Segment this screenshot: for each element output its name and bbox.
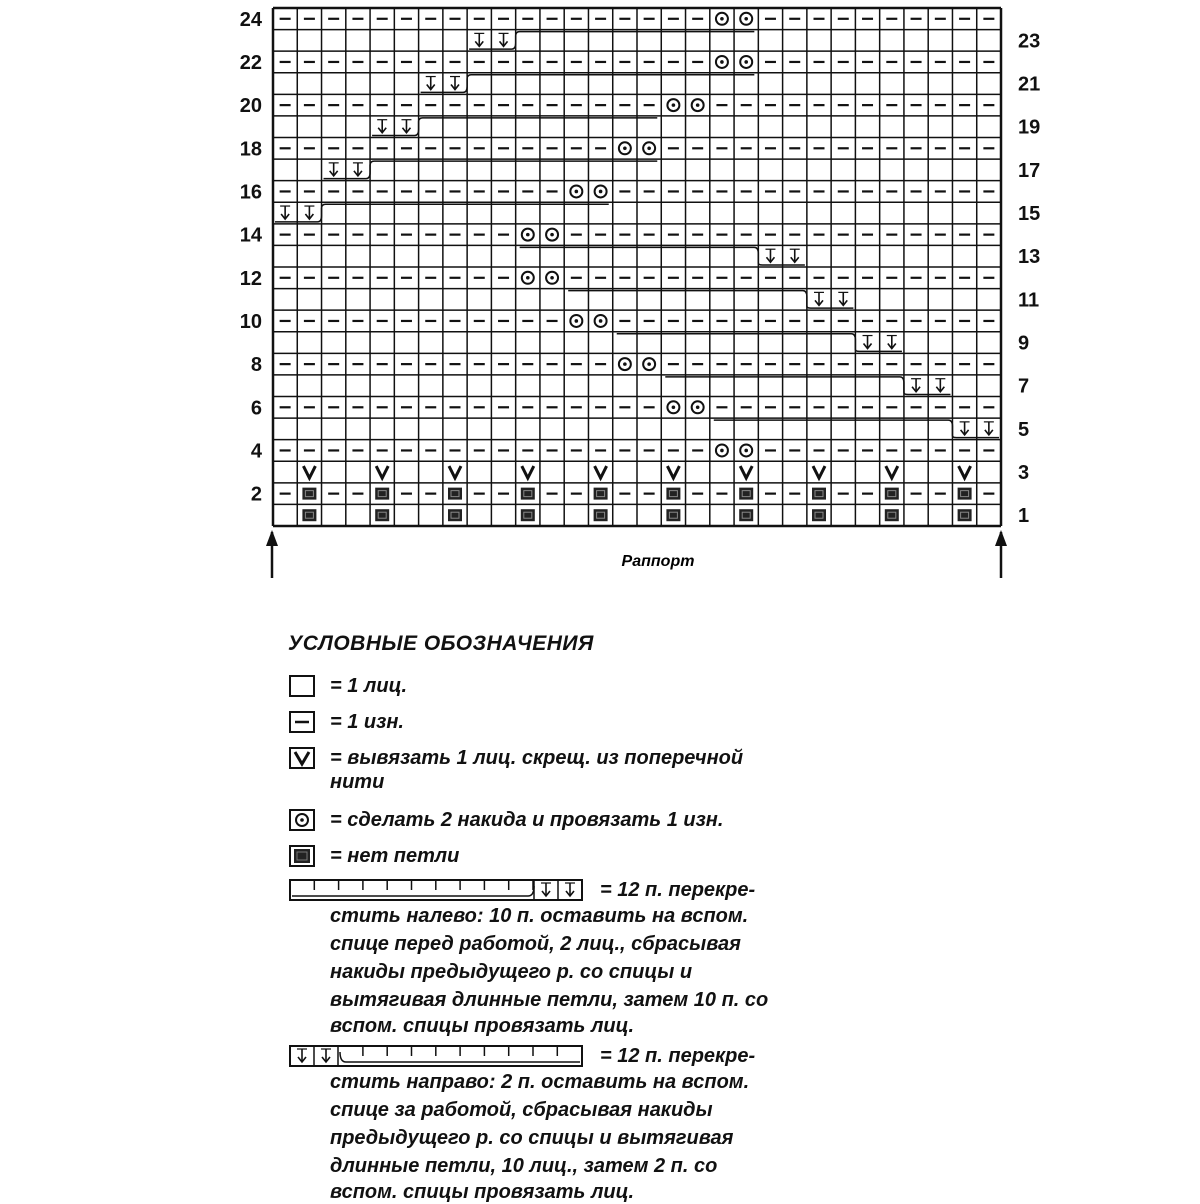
left-row-label: 20 — [239, 95, 262, 118]
legend-cable-right-line-1: = 12 п. перекре- — [600, 1045, 756, 1067]
legend-cable-right-line-3: спице за работой, сбрасывая накиды — [330, 1099, 713, 1121]
cable-left-symbol-icon — [288, 878, 588, 904]
legend-knit — [288, 674, 888, 710]
no-stitch-cell — [739, 488, 753, 500]
twisted-v-mark — [449, 466, 461, 478]
twisted-v-mark — [595, 466, 607, 478]
no-stitch-cell — [958, 488, 972, 500]
legend-cable-left-line-5: вытягивая длинные петли, затем 10 п. со — [330, 989, 769, 1011]
repeat-marker — [266, 530, 1007, 578]
left-row-label: 6 — [250, 397, 262, 420]
no-stitch-cell — [666, 488, 680, 500]
right-row-label: 1 — [1018, 505, 1030, 528]
left-row-label: 4 — [250, 440, 262, 463]
yarnover-dot — [599, 190, 603, 194]
yarnover-dot — [720, 449, 724, 453]
yarnover-dot — [672, 405, 676, 409]
legend — [288, 632, 888, 1203]
left-row-label: 2 — [250, 483, 262, 506]
right-row-label: 11 — [1018, 289, 1040, 312]
twisted-v-mark — [522, 466, 534, 478]
legend-cable-left-line-6: вспом. спицы провязать лиц. — [330, 1015, 635, 1037]
legend-yarnover-text: = сделать 2 накида и провязать 1 изн. — [330, 809, 724, 831]
no-stitch-cell — [375, 488, 389, 500]
right-row-label: 9 — [1018, 332, 1030, 355]
legend-no-stitch-text: = нет петли — [330, 845, 460, 867]
double-yarnover-symbol-icon — [288, 808, 318, 832]
yarnover-dot — [720, 17, 724, 21]
legend-cable-left-line-1: = 12 п. перекре- — [600, 879, 756, 901]
legend-cable-left-line-3: спице перед работой, 2 лиц., сбрасывая — [330, 933, 741, 955]
twisted-v-mark — [303, 466, 315, 478]
legend-cable-left-line-4: накиды предыдущего р. со спицы и — [330, 961, 693, 983]
yarnover-dot — [550, 276, 554, 280]
right-row-label: 5 — [1018, 418, 1030, 441]
legend-cable-right — [288, 1044, 888, 1204]
left-row-label: 10 — [239, 310, 262, 333]
no-stitch-cell — [375, 509, 389, 521]
legend-cable-left-line-2: стить налево: 10 п. оставить на вспом. — [330, 905, 749, 927]
purl-symbol-icon — [288, 710, 318, 734]
no-stitch-cell — [302, 509, 316, 521]
yarnover-dot — [672, 103, 676, 107]
no-stitch-cell — [958, 509, 972, 521]
right-row-label: 3 — [1018, 462, 1030, 485]
twisted-v-mark — [813, 466, 825, 478]
legend-twisted — [288, 746, 888, 808]
left-row-label: 8 — [250, 354, 262, 377]
yarnover-dot — [744, 449, 748, 453]
right-row-label: 23 — [1018, 30, 1041, 53]
right-row-label: 13 — [1018, 246, 1041, 269]
legend-cable-right-line-5: длинные петли, 10 лиц., затем 2 п. со — [330, 1155, 718, 1177]
twisted-v-mark — [667, 466, 679, 478]
legend-purl — [288, 710, 888, 746]
yarnover-dot — [623, 146, 627, 150]
yarnover-dot — [696, 405, 700, 409]
yarnover-dot — [526, 233, 530, 237]
cable-right-line — [617, 334, 902, 352]
yarnover-dot — [647, 146, 651, 150]
legend-yarnover — [288, 808, 888, 844]
no-stitch-cell — [448, 488, 462, 500]
twisted-knit-symbol-icon — [288, 746, 318, 770]
twisted-v-mark — [376, 466, 388, 478]
cable-right-line — [714, 420, 999, 438]
no-stitch-cell — [885, 509, 899, 521]
legend-cable-right-line-4: предыдущего р. со спицы и вытягивая — [330, 1127, 734, 1149]
no-stitch-cell — [812, 488, 826, 500]
yarnover-dot — [647, 362, 651, 366]
cable-right-line — [520, 247, 805, 265]
cable-left-line — [372, 118, 657, 136]
twisted-v-mark — [740, 466, 752, 478]
left-row-label: 14 — [239, 224, 262, 247]
yarnover-dot — [696, 103, 700, 107]
twisted-v-mark — [886, 466, 898, 478]
legend-cable-left — [288, 878, 888, 1038]
yarnover-dot — [744, 60, 748, 64]
right-row-label: 7 — [1018, 375, 1030, 398]
right-row-label: 17 — [1018, 159, 1041, 182]
left-row-label: 16 — [239, 181, 262, 204]
yarnover-dot — [599, 319, 603, 323]
cable-right-line — [568, 291, 853, 309]
left-row-label: 12 — [239, 267, 262, 290]
knit-symbol-icon — [288, 674, 318, 698]
right-row-label: 21 — [1018, 73, 1041, 96]
legend-purl-text: = 1 изн. — [330, 711, 404, 733]
no-stitch-cell — [448, 509, 462, 521]
no-stitch-cell — [739, 509, 753, 521]
legend-twisted-text-1: = вывязать 1 лиц. скрещ. из поперечной — [330, 747, 744, 769]
yarnover-dot — [744, 17, 748, 21]
yarnover-dot — [575, 190, 579, 194]
no-stitch-cell — [885, 488, 899, 500]
legend-cable-right-line-2: стить направо: 2 п. оставить на вспом. — [330, 1071, 750, 1093]
cable-right-line — [665, 377, 950, 395]
left-row-label: 18 — [239, 138, 262, 161]
right-row-label: 15 — [1018, 203, 1041, 226]
yarnover-dot — [623, 362, 627, 366]
legend-no-stitch — [288, 844, 888, 880]
legend-cable-right-line-6: вспом. спицы провязать лиц. — [330, 1181, 635, 1203]
left-row-label: 24 — [239, 8, 262, 31]
cable-left-line — [469, 32, 754, 50]
no-stitch-cell — [521, 509, 535, 521]
cable-left-line — [275, 204, 609, 222]
yarnover-dot — [526, 276, 530, 280]
yarnover-dot — [550, 233, 554, 237]
no-stitch-cell — [594, 488, 608, 500]
chart-grid — [273, 8, 1001, 526]
legend-title: УСЛОВНЫЕ ОБОЗНАЧЕНИЯ — [288, 632, 594, 655]
no-stitch-cell — [594, 509, 608, 521]
no-stitch-cell — [302, 488, 316, 500]
repeat-label: Раппорт — [621, 553, 695, 570]
no-stitch-cell — [666, 509, 680, 521]
cable-left-line — [421, 75, 755, 93]
twisted-v-mark — [959, 466, 971, 478]
no-stitch-symbol-icon — [288, 844, 318, 868]
legend-twisted-text-2: нити — [330, 771, 385, 793]
no-stitch-cell — [812, 509, 826, 521]
left-row-label: 22 — [239, 51, 262, 74]
yarnover-dot — [720, 60, 724, 64]
no-stitch-cell — [521, 488, 535, 500]
right-row-label: 19 — [1018, 116, 1041, 139]
cable-left-line — [324, 161, 658, 179]
legend-knit-text: = 1 лиц. — [330, 675, 408, 697]
cable-right-symbol-icon — [288, 1044, 588, 1070]
yarnover-dot — [575, 319, 579, 323]
